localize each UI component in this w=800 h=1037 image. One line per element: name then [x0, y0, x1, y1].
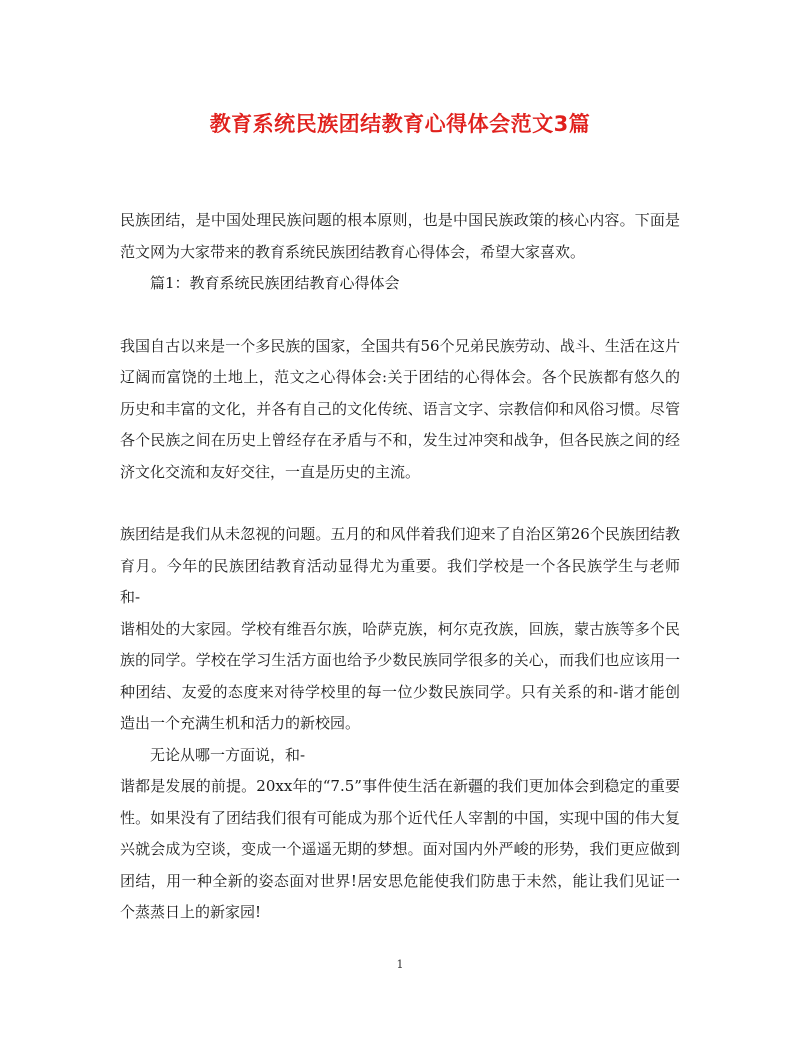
body-paragraph-2a: 族团结是我们从未忽视的问题。五月的和风伴着我们迎来了自治区第26个民族团结教育月。今年的民族团结教育活动显得尤为重要。我们学校是一个各民族学生与老师和-: [120, 525, 680, 606]
paragraph-gap: [120, 488, 680, 519]
paragraph-gap: [120, 300, 680, 331]
document-title: 教育系统民族团结教育心得体会范文3篇: [209, 112, 591, 136]
document-body: [120, 205, 680, 929]
body-paragraph-2b: 谐相处的大家园。学校有维吾尔族，哈萨克族，柯尔克孜族，回族，蒙古族等多个民族的同学。学校在学习生活方面也给予少数民族同学很多的关心，而我们也应该用一种团结、友爱的态度来对待学校里的每一位少数民族同学。只有关系的和-谐才能创造出一个充满生机和活力的新校园。: [120, 619, 680, 732]
body-paragraph-1: 我国自古以来是一个多民族的国家，全国共有56个兄弟民族劳动、战斗、生活在这片辽阔而富饶的土地上，范文之心得体会:关于团结的心得体会。各个民族都有悠久的历史和丰富的文化，并各有自己的文化传统、语言文字、宗教信仰和风俗习惯。尽管各个民族之间在历史上曾经存在矛盾与不和，发生过冲突和战争，但各民族之间的经济文化交流和友好交往，一直是历史的主流。: [120, 336, 680, 481]
section-heading: 篇1：教育系统民族团结教育心得体会: [150, 274, 400, 292]
intro-paragraph: 民族团结，是中国处理民族问题的根本原则，也是中国民族政策的核心内容。下面是范文网为大家带来的教育系统民族团结教育心得体会，希望大家喜欢。: [120, 211, 680, 261]
page-number: 1: [396, 958, 404, 971]
body-paragraph-3b: 谐都是发展的前提。20xx年的“7.5”事件使生活在新疆的我们更加体会到稳定的重要性。如果没有了团结我们很有可能成为那个近代任人宰割的中国，实现中国的伟大复兴就会成为空谈，变成一个遥遥无期的梦想。面对国内外严峻的形势，我们更应做到团结，用一种全新的姿态面对世界!居安思危能使我们防患于未然，能让我们见证一个蒸蒸日上的新家园!: [120, 777, 680, 921]
body-paragraph-3a: 无论从哪一方面说，和-: [150, 745, 306, 764]
